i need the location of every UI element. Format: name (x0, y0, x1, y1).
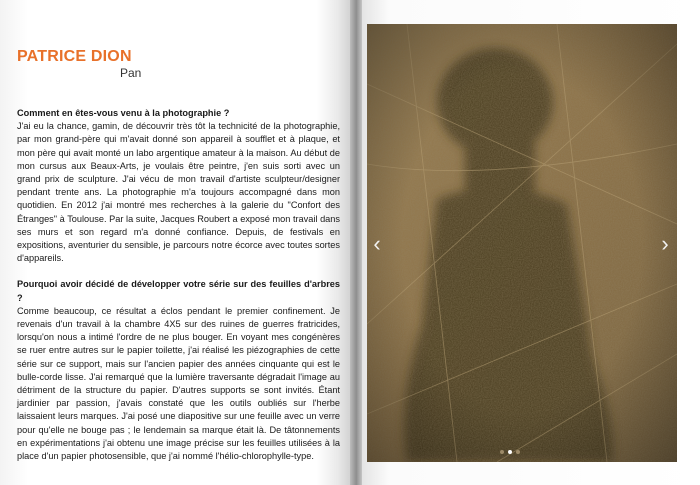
slide-dot[interactable] (500, 450, 504, 454)
slide-dot[interactable] (516, 450, 520, 454)
interview-answer: J'ai eu la chance, gamin, de découvrir très tôt la technicité de la photographie, par mon grand-père qui m'avait donné son appareil à soufflet et à plaque, et mon père qui avait monté un labo argentique amateur à la maison. Au début de mon cursus aux Beaux-Arts, je voulais être peintre, j'en suis sorti avec un grand prix de sculpture. J'ai vécu de mon travail d'artiste sculpteur/designer pendant trente ans. La photographie m'a toujours accompagné dans mon quotidien. En 2012 j'ai montré mes recherches à la galerie du "Confort des Étranges" à Toulouse. Par la suite, Jacques Roubert a exposé mon travail dans ses murs et son regard m'a donné confiance. Depuis, de festivals en expositions, aventurier du sensible, je parcours notre écorce avec toutes sortes d'appareils. (17, 121, 340, 264)
leaf-photograph (367, 24, 677, 462)
interview-question: Comment en êtes-vous venu à la photographie ? (17, 108, 230, 118)
slide-dot[interactable] (508, 450, 512, 454)
previous-slide-button[interactable]: ‹ (373, 231, 381, 256)
interview-question: Pourquoi avoir décidé de développer votre série sur des feuilles d'arbres ? (17, 279, 340, 303)
artwork-title: Pan (120, 66, 142, 80)
next-slide-button[interactable]: › (661, 231, 669, 256)
interview-text (17, 107, 340, 463)
interview-answer: Comme beaucoup, ce résultat a éclos pendant le premier confinement. Je revenais d'un travail à la chambre 4X5 sur des ruines de guerres fratricides, lorsqu'on nous a intimé l'ordre de ne plus bouger. En voyant mes congénères se ruer entre autres sur le papier toilette, j'ai réalisé les piézographies de cette série sur ce support, mais sur l'ancien papier des années cinquante qui est le bulle-corde lisse. J'ai remarqué que la lumière traversante dégradait l'image au détriment de la structure du papier. D'autres supports se sont invités. Étant jardinier par passion, j'avais constaté que les outils oubliés sur l'herbe laissaient leurs marques. J'ai posé une diapositive sur une feuille avec un verre pour qu'elle ne bouge pas ; le lendemain sa marque était là. De tâtonnements en expérimentations j'ai obtenu une image précise sur les feuilles utilisées à la place d'un papier photosensible, que j'ai nommé l'hélio-chlorophylle-type. (17, 305, 340, 462)
author-name: PATRICE DION (17, 48, 132, 65)
slide-indicator (500, 450, 520, 458)
leaf-image (367, 24, 677, 462)
